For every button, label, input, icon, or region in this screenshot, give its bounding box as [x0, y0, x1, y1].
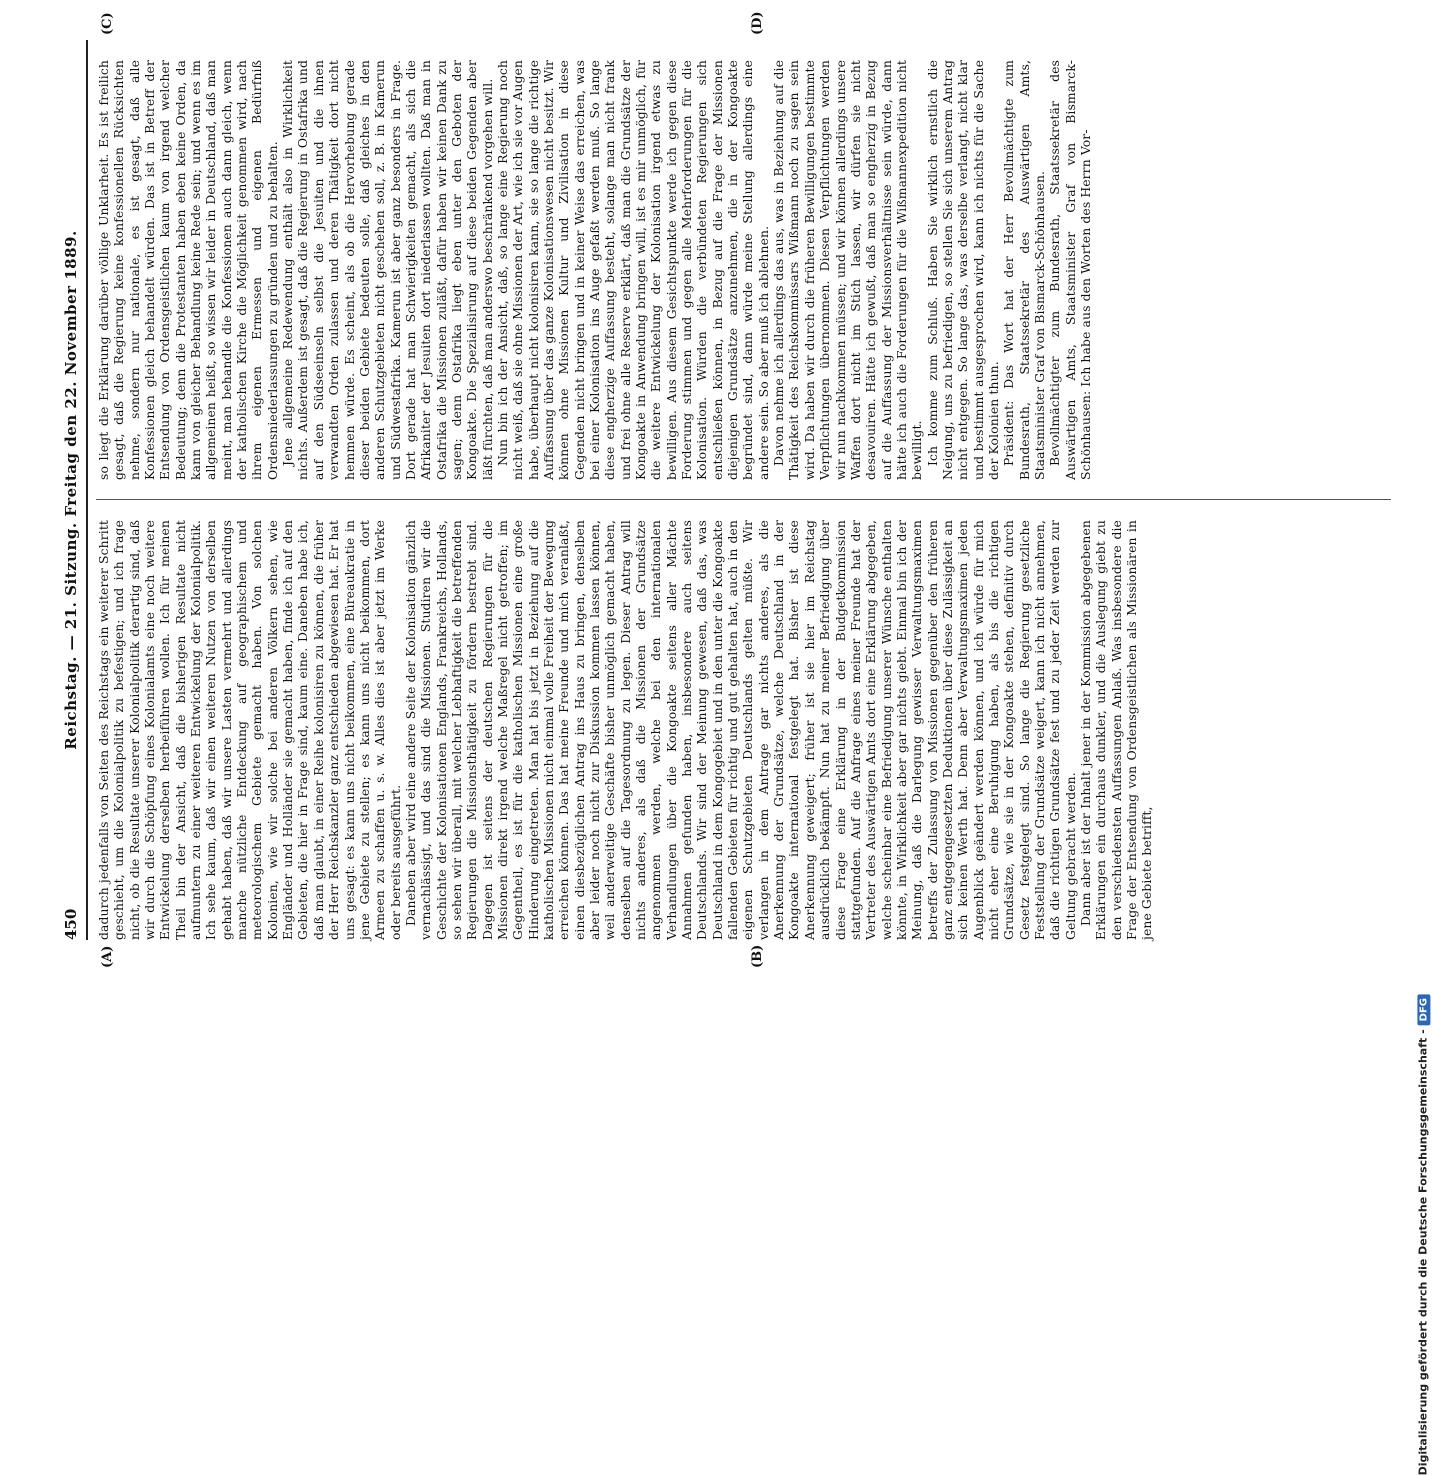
right-column	[96, 60, 1093, 480]
paragraph: Jene allgemeine Redewendung enthält also in Wirklichkeit nichts. Außerdem ist gesagt, daß die Regierung in Ostafrika und auf den Südseeinseln selbst die Jesuiten und die ihnen verwandten Orden zulassen und deren Thätigkeit dort nicht hemmen würde. Es scheint, als ob die Hervorhebung gerade dieser beiden Gebiete bedeuten solle, daß gleiches in den anderen Schutzgebieten nicht geschehen soll, z. B. in Kamerun und Südwestafrika. Kamerun ist aber ganz besonders in Frage. Dort gerade hat man Schwierigkeiten gemacht, als sich die Afrikaniter der Jesuiten dort niederlassen wollten. Daß man in Ostafrika die Missionen zuläßt, dafür haben wir keinen Dank zu sagen; denn Ostafrika liegt eben unter den Geboten der Kongoakte. Die Spezialisirung auf diese beiden Gegenden aber läßt fürchten, daß man anderswo beschränkend vorgehen will.	[280, 60, 495, 480]
paragraph: so liegt die Erklärung darüber völlige Unklarheit. Es ist freilich gesagt, daß die Regierung keine konfessionellen Rücksichten nehme, sondern nur nationale, es ist gesagt, daß alle Konfessionen gleich behandelt würden. Das ist in Betreff der Entsendung von Ordensgeistlichen kaum von irgend welcher Bedeutung; denn die Protestanten haben eben keine Orden, da kann von gleicher Behandlung keine Rede sein; und wenn es im allgemeinen heißt, so wissen wir leider in Deutschland, daß man meint, man behandle die Konfessionen auch dann gleich, wenn der katholischen Kirche die Möglichkeit genommen wird, nach ihrem eigenen Ermessen und eigenen Bedürfniß Ordensniederlassungen zu gründen und zu behalten.	[96, 60, 280, 480]
credit-text: Digitalisierung gefördert durch die Deutsche Forschungsgemeinschaft -	[1416, 1029, 1429, 1475]
paragraph: Nun bin ich der Ansicht, daß, so lange eine Regierung noch nicht weiß, daß sie ohne Missionen der Art, wie ich sie vor Augen habe, überhaupt nicht kolonisiren kann, sie so lange die richtige Auffassung über das ganze Kolonisationswesen nicht besitzt. Wir können ohne Missionen Kultur und Zivilisation in diese Gegenden nicht bringen und in keiner Weise das erreichen, was bei einer Kolonisation ins Auge gefaßt werden muß. So lange diese engherzige Auffassung besteht, solange man nicht frank und frei ohne alle Reserve erklärt, daß man die Grundsätze der Kongoakte in Anwendung bringen will, ist es mir unmöglich, für die weitere Entwickelung der Kolonisation irgend etwas zu bewilligen. Aus diesem Gesichtspunkte werde ich gegen diese Forderung stimmen und gegen alle Mehrforderungen für die Kolonisation. Würden die verbündeten Regierungen sich entschließen können, in Bezug auf die Frage der Missionen diejenigen Grundsätze anzunehmen, die in der Kongoakte begründet sind, dann würde meine Stellung allerdings eine andere sein. So aber muß ich ablehnen.	[494, 60, 771, 480]
paragraph: Ich komme zum Schluß. Haben Sie wirklich ernstlich die Neigung, uns zu befriedigen, so stellen Sie sich unserem Antrag nicht entgegen. So lange das, was derselbe verlangt, nicht klar und bestimmt ausgesprochen wird, kann ich nichts für die Sache der Kolonien thun.	[924, 60, 1001, 480]
column-divider	[96, 499, 1391, 500]
paragraph: Dann aber ist der Inhalt jener in der Kommission abgegebenen Erklärungen ein durchaus dunkler, und die Auslegung giebt zu den verschiedensten Auffassungen Anlaß. Was insbesondere die Frage der Entsendung von Ordensgeistlichen als Missionären in jene Gebiete betrifft,	[1078, 520, 1155, 940]
paragraph: Davon nehme ich allerdings das aus, was in Beziehung auf die Thätigkeit des Reichskommissars Wißmann noch zu sagen sein wird. Da haben wir durch die früheren Bewilligungen bestimmte Verpflichtungen übernommen. Diesen Verpflichtungen werden wir nun nachkommen müssen; und wir können allerdings unsere Waffen dort nicht im Stich lassen, wir dürfen sie nicht desavouiren. Hätte ich gewußt, daß man so engherzig in Bezug auf die Auffassung der Missionsverhältnisse sein würde, dann hätte ich auch die Forderungen für die Wißmannexpedition nicht bewilligt.	[771, 60, 925, 480]
paragraph: dadurch jedenfalls von Seiten des Reichstags ein weiterer Schritt geschieht, um die Kolonialpolitik zu befestigen; und ich frage nicht, ob die Resultate unserer Kolonialpolitik derartig sind, daß wir durch die Schöpfung eines Kolonialamts eine noch weitere Entwickelung derselben herbeiführen wollen. Ich für meinen Theil bin der Ansicht, daß die bisherigen Resultate nicht aufmuntern zu einer weiteren Entwickelung der Kolonialpolitik. Ich sehe kaum, daß wir einen weiteren Nutzen von derselben gehabt haben, daß wir unsere Lasten vermehrt und allerdings manche nützliche Entdeckung auf geographischem und meteorologischem Gebiete gemacht haben. Von solchen Kolonien, wie wir solche bei anderen Völkern sehen, wie Engländer und Holländer sie gemacht haben, finde ich auf den Gebieten, die hier in Frage sind, kaum eine. Daneben habe ich, daß man glaubt, in einer Reihe kolonisiren zu können, die früher der Herr Reichskanzler ganz entschieden abgewiesen hat. Er hat uns gesagt: es kann uns nicht beikommen, eine Büreaukratie in jene Gebiete zu stellen; es kann uns nicht beikommen, dort Armeen zu schaffen u. s. w. Alles dies ist aber jetzt im Werke oder bereits ausgeführt.	[96, 520, 403, 940]
marker-c: (C)	[100, 12, 115, 35]
digitization-credit	[1416, 994, 1430, 1475]
page-header	[60, 40, 86, 940]
page-title: Reichstag. — 21. Sitzung. Freitag den 22. November 1889.	[62, 230, 80, 750]
left-column	[96, 520, 1155, 940]
paragraph: Bevollmächtigter zum Bundesrath, Staatssekretär des Auswärtigen Amts, Staatsminister Graf von Bismarck-Schönhausen: Ich habe aus den Worten des Herrn Vor-	[1047, 60, 1093, 480]
marker-d: (D)	[750, 11, 765, 35]
paragraph: Daneben aber wird eine andere Seite der Kolonisation gänzlich vernachlässigt, und das sind die Missionen. Studiren wir die Geschichte der Kolonisationen Englands, Frankreichs, Hollands, so sehen wir überall, mit welcher Lebhaftigkeit die betreffenden Regierungen die Missionsthätigkeit zu fördern bestrebt sind. Dagegen ist seitens der deutschen Regierungen für die Missionen direkt irgend welche Maßregel nicht getroffen; im Gegentheil, es ist für die katholischen Missionen eine große Hinderung eingetreten. Man hat bis jetzt in Beziehung auf die katholischen Missionen nicht einmal volle Freiheit der Bewegung erreichen können. Das hat meine Freunde und mich veranlaßt, einen diesbezüglichen Antrag ins Haus zu bringen, denselben aber leider noch nicht zur Diskussion kommen lassen können, weil anderweitige Geschäfte bisher unmöglich gemacht haben, denselben auf die Tagesordnung zu legen. Dieser Antrag will nichts anderes, als daß die Missionen der Grundsätze angenommen werden, welche bei den internationalen Verhandlungen über die Kongoakte seitens aller Mächte Annahmen gefunden haben, insbesondere auch seitens Deutschlands. Wir sind der Meinung gewesen, daß das, was Deutschland in dem Kongogebiet und in den unter die Kongoakte fallenden Gebieten für richtig und gut gehalten hat, auch in den eigenen Schutzgebieten Deutschlands gelten müßte. Wir verlangen in dem Antrage gar nichts anderes, als die Anerkennung der Grundsätze, welche Deutschland in der Kongoakte international festgelegt hat. Bisher ist diese Anerkennung geweigert; früher ist sie hier im Reichstag ausdrücklich bekämpft. Nun hat zu meiner Befriedigung über diese Frage eine Erklärung in der Budgetkommission stattgefunden. Auf die Anfrage eines meiner Freunde hat der Vertreter des Auswärtigen Amts dort eine Erklärung abgegeben, welche scheinbar eine Befriedigung unserer Wünsche enthalten könnte, in Wirklichkeit aber gar nichts giebt. Einmal bin ich der Meinung, daß die Darlegung gewisser Verwaltungsmaximen betreffs der Zulassung von Missionen gegenüber den früheren ganz entgegengesetzten Deduktionen über diese Zulässigkeit an sich keinen Werth hat. Denn aber Verwaltungsmaximen jeden Augenblick geändert werden können, und ich würde für mich nicht eher eine Beruhigung haben, als bis die richtigen Grundsätze, wie sie in der Kongoakte stehen, definitiv durch Gesetz festgelegt sind. So lange die Regierung gesetzliche Feststellung der Grundsätze weigert, kann ich nicht annehmen, daß die richtigen Grundsätze fest und zu jeder Zeit werden zur Geltung gebracht werden.	[402, 520, 1078, 940]
dfg-logo: DFG	[1417, 994, 1430, 1025]
marker-b: (B)	[750, 944, 765, 968]
page-number: 450	[62, 908, 80, 940]
paragraph: Präsident: Das Wort hat der Herr Bevollmächtigte zum Bundesrath, Staatssekretär des Auswärtigen Amts, Staatsminister Graf von Bismarck-Schönhausen.	[1001, 60, 1047, 480]
marker-a: (A)	[100, 945, 115, 968]
rotated-page-content	[60, 11, 1400, 968]
header-rule	[86, 40, 88, 940]
